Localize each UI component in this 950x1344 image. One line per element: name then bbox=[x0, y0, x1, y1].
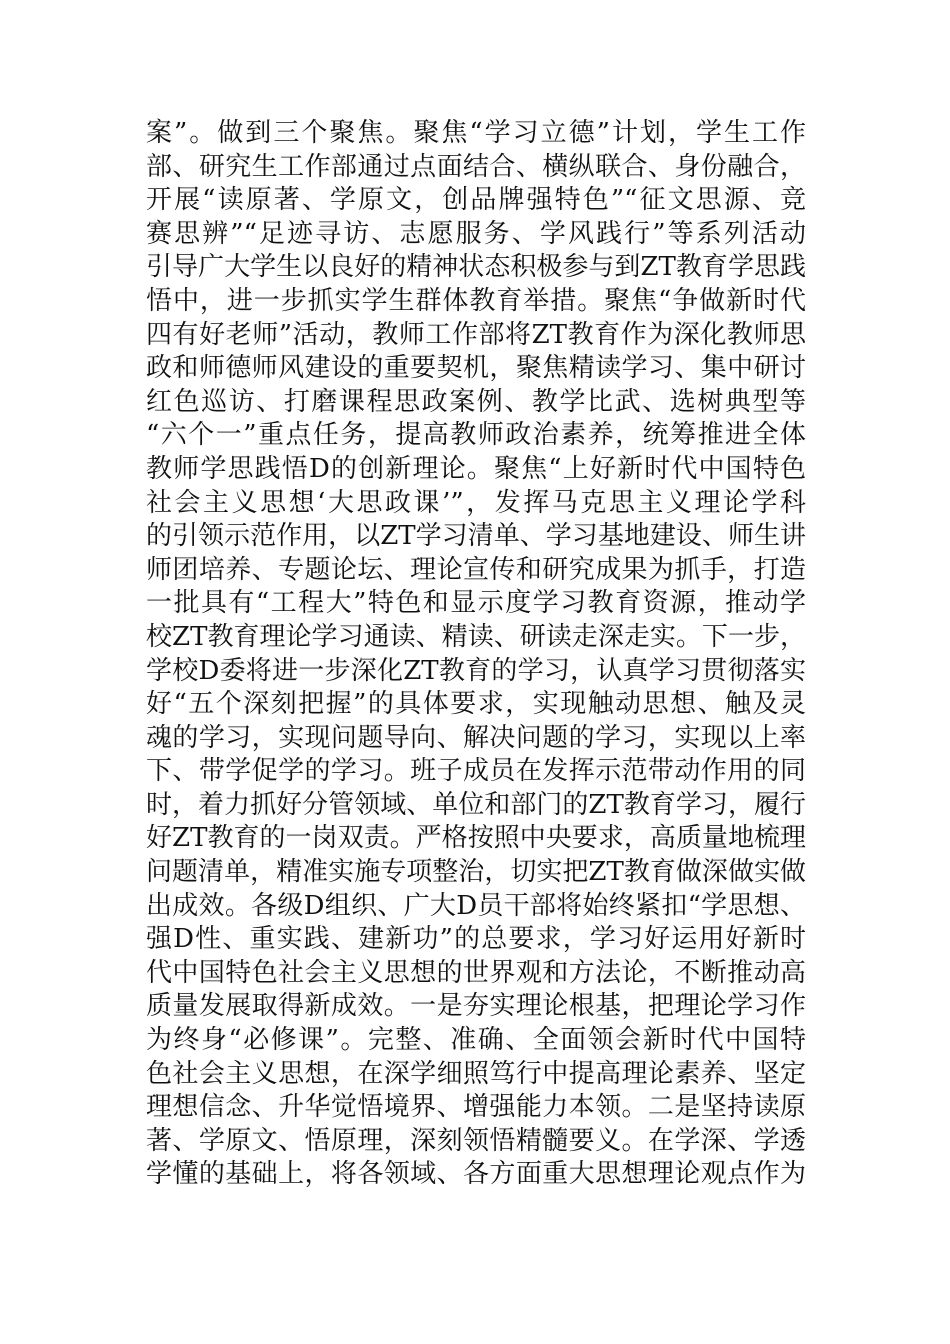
text-line: 案”。做到三个聚焦。聚焦“学习立德”计划，学生工作 bbox=[146, 118, 806, 148]
text-line: 学懂的基础上，将各领域、各方面重大思想理论观点作为 bbox=[146, 1159, 806, 1190]
text-line: 一批具有“工程大”特色和显示度学习教育资源，推动学 bbox=[146, 588, 806, 619]
text-line: 下、带学促学的学习。班子成员在发挥示范带动作用的同 bbox=[146, 756, 806, 787]
text-line: 时，着力抓好分管领域、单位和部门的ZT教育学习，履行 bbox=[146, 789, 806, 820]
text-line: 著、学原文、悟原理，深刻领悟精髓要义。在学深、学透 bbox=[146, 1125, 806, 1156]
text-line: 为终身“必修课”。完整、准确、全面领会新时代中国特 bbox=[146, 1025, 806, 1056]
text-line: 四有好老师”活动，教师工作部将ZT教育作为深化教师思 bbox=[146, 319, 806, 350]
text-line: 教师学思践悟D的创新理论。聚焦“上好新时代中国特色 bbox=[146, 453, 806, 484]
text-line: 师团培养、专题论坛、理论宣传和研究成果为抓手，打造 bbox=[146, 554, 806, 585]
text-line: 问题清单，精准实施专项整治，切实把ZT教育做深做实做 bbox=[146, 857, 806, 888]
text-line: 好“五个深刻把握”的具体要求，实现触动思想、触及灵 bbox=[146, 689, 806, 720]
text-line: 社会主义思想‘大思政课’”，发挥马克思主义理论学科 bbox=[146, 487, 806, 518]
text-line: 强D性、重实践、建新功”的总要求，学习好运用好新时 bbox=[146, 924, 806, 955]
text-line: 部、研究生工作部通过点面结合、横纵联合、身份融合， bbox=[146, 151, 806, 182]
text-line: 开展“读原著、学原文，创品牌强特色”“征文思源、竞 bbox=[146, 185, 806, 216]
text-line: 质量发展取得新成效。一是夯实理论根基，把理论学习作 bbox=[146, 991, 806, 1022]
text-line: 魂的学习，实现问题导向、解决问题的学习，实现以上率 bbox=[146, 722, 806, 753]
text-line: 悟中，进一步抓实学生群体教育举措。聚焦“争做新时代 bbox=[146, 285, 806, 316]
text-line: 赛思辨”“足迹寻访、志愿服务、学风践行”等系列活动 bbox=[146, 218, 806, 249]
text-line: 好ZT教育的一岗双责。严格按照中央要求，高质量地梳理 bbox=[146, 823, 806, 854]
text-line: 引导广大学生以良好的精神状态积极参与到ZT教育学思践 bbox=[146, 252, 806, 283]
body-text bbox=[146, 117, 806, 1192]
text-line: 色社会主义思想，在深学细照笃行中提高理论素养、坚定 bbox=[146, 1058, 806, 1089]
text-line: 红色巡访、打磨课程思政案例、教学比武、选树典型等 bbox=[146, 386, 806, 417]
text-line: 的引领示范作用，以ZT学习清单、学习基地建设、师生讲 bbox=[146, 521, 806, 552]
text-line: 校ZT教育理论学习通读、精读、研读走深走实。下一步， bbox=[146, 621, 806, 652]
text-line: 学校D委将进一步深化ZT教育的学习，认真学习贯彻落实 bbox=[146, 655, 806, 686]
text-line: 政和师德师风建设的重要契机，聚焦精读学习、集中研讨 bbox=[146, 353, 806, 384]
text-line: 出成效。各级D组织、广大D员干部将始终紧扣“学思想、 bbox=[146, 890, 806, 921]
text-line: “六个一”重点任务，提高教师政治素养，统筹推进全体 bbox=[146, 420, 806, 451]
text-line: 代中国特色社会主义思想的世界观和方法论，不断推动高 bbox=[146, 957, 806, 988]
text-line: 理想信念、升华觉悟境界、增强能力本领。二是坚持读原 bbox=[146, 1092, 806, 1123]
